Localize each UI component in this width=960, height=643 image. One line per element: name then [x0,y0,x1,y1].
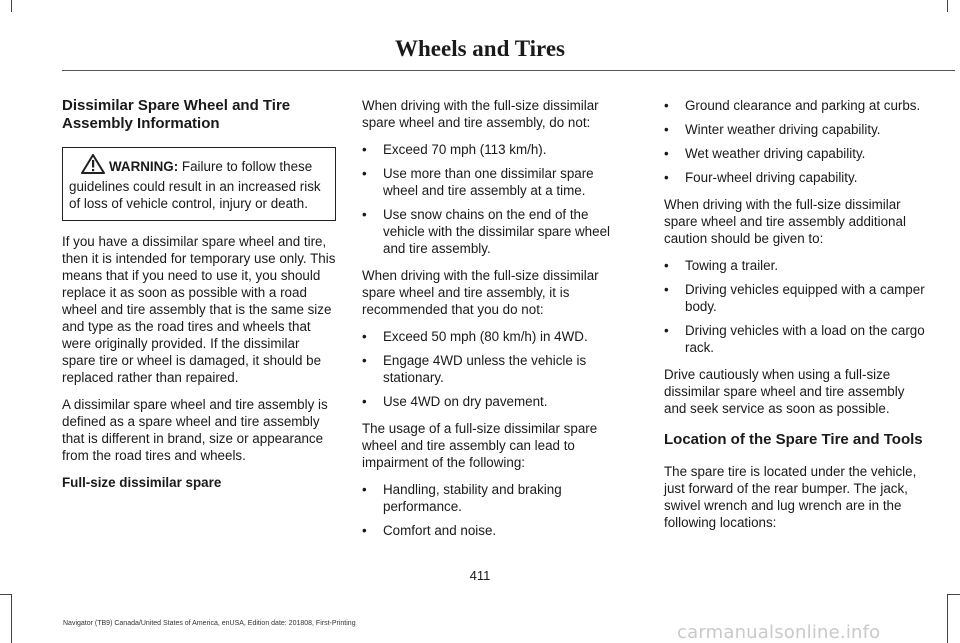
list-item: • Exceed 50 mph (80 km/h) in 4WD. [362,328,624,345]
bullet-list-impairment-cont [664,97,929,186]
list-item: • Winter weather driving capability. [664,121,929,138]
warning-text: Failure to follow these guidelines could result in an increased risk of loss of vehicle control, injury or death. [69,159,321,211]
list-item: • Use more than one dissimilar spare wheel and tire assembly at a time. [362,165,624,199]
subheading-full-size-spare: Full-size dissimilar spare [62,475,222,490]
column-left [62,97,336,501]
warning-triangle-icon [81,154,105,178]
paragraph: The usage of a full-size dissimilar spare wheel and tire assembly can lead to impairment of the following: [362,421,598,470]
warning-label: WARNING: [109,159,179,174]
list-item: • Use snow chains on the end of the vehicle with the dissimilar spare wheel and tire assembly. [362,206,624,257]
crop-mark-bottom-right-v [947,594,948,643]
list-item: • Four-wheel driving capability. [664,169,929,186]
warning-box [62,147,336,221]
page-number: 411 [469,568,491,583]
crop-mark-top-right-v [947,0,948,12]
page-title: Wheels and Tires [395,36,565,61]
list-item: • Use 4WD on dry pavement. [362,393,624,410]
paragraph: When driving with the full-size dissimilar spare wheel and tire assembly, do not: [362,98,599,130]
watermark-logo: carmanualsonline.info [677,622,881,643]
bullet-list-impairment [362,481,624,539]
section-heading-dissimilar-spare: Dissimilar Spare Wheel and Tire Assembly Information [62,97,291,132]
paragraph: A dissimilar spare wheel and tire assembly is defined as a spare wheel and tire assembly that is different in brand, size or appearance from the road tires and wheels. [62,397,328,463]
paragraph: The spare tire is located under the vehicle, just forward of the rear bumper. The jack, swivel wrench and lug wrench are in the following locations: [664,464,917,530]
list-item: • Exceed 70 mph (113 km/h). [362,141,624,158]
paragraph: Drive cautiously when using a full-size dissimilar spare wheel and tire assembly and seek service as soon as possible. [664,367,905,416]
paragraph: If you have a dissimilar spare wheel and tire, then it is intended for temporary use only. This means that if you need to use it, you should replace it as soon as possible with a road wheel and tire assembly that is the same size and type as the road tires and wheels that were originally provided. If the dissimilar spare tire or wheel is damaged, it should be replaced rather than repaired. [62,234,336,385]
bullet-list-do-not [362,141,624,257]
column-right [664,97,929,541]
paragraph: When driving with the full-size dissimilar spare wheel and tire assembly additional caution should be given to: [664,197,906,246]
list-item: • Wet weather driving capability. [664,145,929,162]
crop-mark-bottom-right-h [947,594,960,595]
header-rule [62,70,955,71]
section-heading-spare-location: Location of the Spare Tire and Tools [664,431,923,448]
list-item: • Engage 4WD unless the vehicle is stationary. [362,352,624,386]
paragraph: When driving with the full-size dissimilar spare wheel and tire assembly, it is recommended that you do not: [362,268,599,317]
crop-mark-bottom-left-h [0,594,12,595]
column-middle [362,97,624,549]
bullet-list-recommended [362,328,624,410]
list-item: • Comfort and noise. [362,522,624,539]
list-item: • Towing a trailer. [664,257,929,274]
footer-edition-info: Navigator (TB9) Canada/United States of America, enUSA, Edition date: 201808, First-Printing [63,620,356,627]
crop-mark-top-left-v [11,0,12,12]
list-item: • Driving vehicles with a load on the cargo rack. [664,322,929,356]
list-item: • Driving vehicles equipped with a camper body. [664,281,929,315]
list-item: • Handling, stability and braking performance. [362,481,624,515]
crop-mark-bottom-left-v [11,594,12,643]
bullet-list-caution [664,257,929,356]
list-item: • Ground clearance and parking at curbs. [664,97,929,114]
